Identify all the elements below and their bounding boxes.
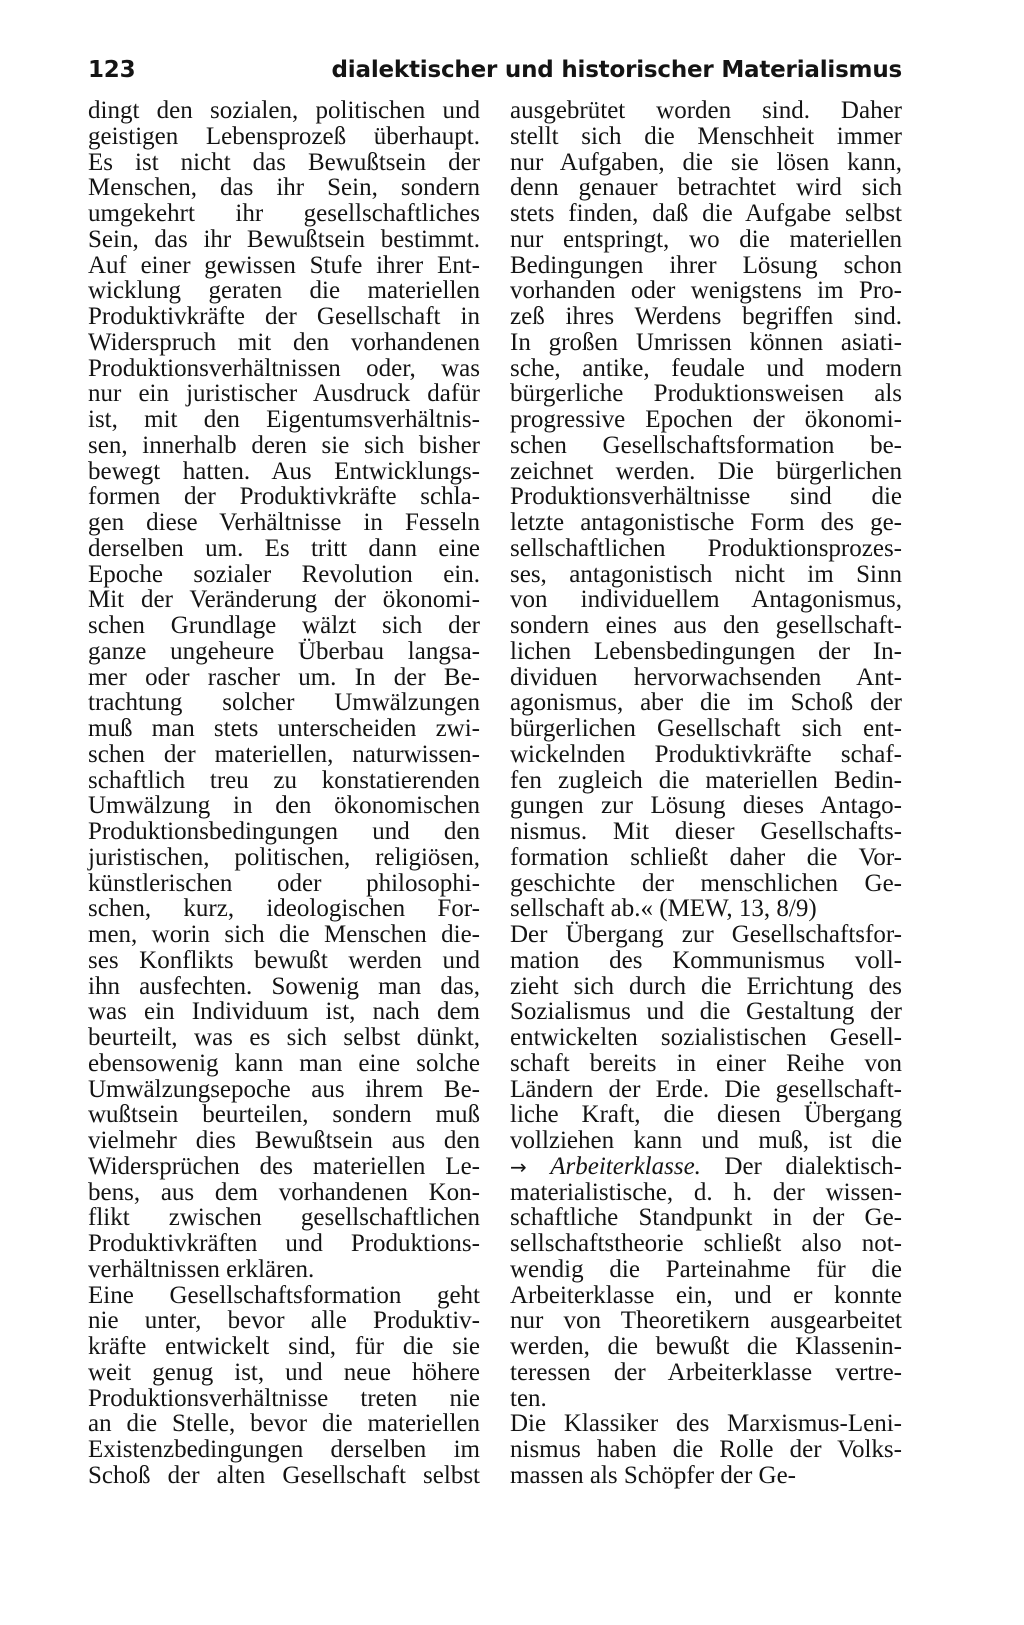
text-line: derselben um. Es tritt dann eine — [88, 534, 480, 562]
text-line: Die Klassiker des Marxismus-Leni- — [510, 1410, 902, 1438]
text-line: nismus haben die Rolle der Volks- — [510, 1436, 902, 1463]
text-line: zeß ihres Werdens begriffen sind. — [510, 303, 902, 330]
text-line: Produktivkräften und Produktions- — [88, 1230, 480, 1257]
text-line: schen Grundlage wälzt sich der — [88, 612, 480, 639]
text-line: gungen zur Lösung dieses Antago- — [510, 792, 902, 820]
text-line: sellschaftstheorie schließt also not- — [510, 1230, 902, 1257]
text-line: ganze ungeheure Überbau langsa- — [88, 637, 480, 665]
text-line: künstlerischen oder philosophi- — [88, 869, 480, 897]
text-line: Existenzbedingungen derselben im — [88, 1436, 480, 1463]
text-line: stets finden, daß die Aufgabe selbst — [510, 200, 902, 227]
text-line: sellschaft ab.« (MEW, 13, 8/9) — [510, 895, 817, 923]
text-line: geschichte der menschlichen Ge- — [510, 869, 902, 897]
text-line: nismus. Mit dieser Gesellschafts- — [510, 818, 902, 845]
text-line: beurteilt, was es sich selbst dünkt, — [88, 1024, 480, 1051]
text-line: ses Konflikts bewußt werden und — [88, 946, 480, 974]
text-line: geistigen Lebensprozeß überhaupt. — [88, 122, 480, 150]
text-line: wickelnden Produktivkräfte schaf- — [510, 740, 902, 768]
text-line: ses, antagonistisch nicht im Sinn — [510, 560, 902, 588]
text-line: gen diese Verhältnisse in Fesseln — [88, 509, 480, 536]
text-line: nur von Theoretikern ausgearbeitet — [510, 1307, 902, 1335]
running-head — [88, 50, 902, 90]
text-line: Produktionsbedingungen und den — [88, 818, 480, 845]
text-line: formation schließt daher die Vor- — [510, 843, 902, 871]
text-line: Schoß der alten Gesellschaft selbst — [88, 1461, 480, 1489]
text-line: ebensowenig kann man eine solche — [88, 1049, 480, 1077]
text-line: bewegt hatten. Aus Entwicklungs- — [88, 457, 480, 485]
text-line: vielmehr dies Bewußtsein aus den — [88, 1127, 480, 1154]
text-line: ist, mit den Eigentumsverhältnis- — [88, 406, 480, 433]
text-line: Ländern der Erde. Die gesellschaft- — [510, 1075, 902, 1103]
text-line: Produktionsverhältnisse treten nie — [88, 1384, 480, 1412]
text-line: Produktionsverhältnisse sind die — [510, 483, 902, 511]
text-line: formen der Produktivkräfte schla- — [88, 483, 480, 511]
text-line: nur Aufgaben, die sie lösen kann, — [510, 148, 902, 176]
text-line: sellschaftlichen Produktionsprozes- — [510, 534, 902, 562]
text-line: Menschen, das ihr Sein, sondern — [88, 174, 480, 202]
text-line: agonismus, aber die im Schoß der — [510, 689, 902, 717]
text-line: schaftliche Standpunkt in der Ge- — [510, 1204, 902, 1232]
text-line: Produktivkräfte der Gesellschaft in — [88, 303, 480, 330]
right-column-part-2 — [510, 1180, 902, 1489]
text-line: mation des Kommunismus voll- — [510, 946, 902, 974]
text-line: Bedingungen ihrer Lösung schon — [510, 251, 902, 279]
text-line: denn genauer betrachtet wird sich — [510, 174, 902, 202]
text-line: muß man stets unterscheiden zwi- — [88, 715, 480, 742]
text-line: zeichnet werden. Die bürgerlichen — [510, 457, 902, 485]
text-line: flikt zwischen gesellschaftlichen — [88, 1204, 480, 1232]
text-line: stellt sich die Menschheit immer — [510, 122, 902, 150]
text-line: kräfte entwickelt sind, für die sie — [88, 1333, 480, 1360]
text-line: trachtung solcher Umwälzungen — [88, 689, 480, 717]
left-text-column — [88, 98, 480, 1489]
text-line: Umwälzung in den ökonomischen — [88, 792, 480, 820]
text-line: sen, innerhalb deren sie sich bisher — [88, 431, 480, 459]
text-line: Epoche sozialer Revolution ein. — [88, 560, 480, 588]
text-line: Es ist nicht das Bewußtsein der — [88, 148, 480, 176]
text-line: entwickelten sozialistischen Gesell- — [510, 1024, 902, 1051]
text-line: sondern eines aus den gesellschaft- — [510, 612, 902, 639]
right-column-part-1 — [510, 98, 902, 1154]
text-line: Der Übergang zur Gesellschaftsfor- — [510, 921, 902, 948]
text-line: Sozialismus und die Gestaltung der — [510, 998, 902, 1026]
text-line: nur ein juristischer Ausdruck dafür — [88, 380, 480, 408]
text-line: bens, aus dem vorhandenen Kon- — [88, 1178, 480, 1206]
text-line: Sein, das ihr Bewußtsein bestimmt. — [88, 225, 480, 253]
text-line: juristischen, politischen, religiösen, — [88, 843, 480, 871]
text-line: schen, kurz, ideologischen For- — [88, 895, 480, 923]
text-line: an die Stelle, bevor die materiellen — [88, 1410, 480, 1438]
text-line: sche, antike, feudale und modern — [510, 354, 902, 382]
text-line: wußtsein beurteilen, sondern muß — [88, 1101, 480, 1129]
text-line: bürgerlichen Gesellschaft sich ent- — [510, 715, 902, 742]
text-line: Widerspruch mit den vorhandenen — [88, 328, 480, 356]
text-line: progressive Epochen der ökonomi- — [510, 406, 902, 433]
cross-reference-line-rest: Der dialektisch- — [700, 1152, 902, 1180]
text-line: liche Kraft, die diesen Übergang — [510, 1101, 902, 1129]
text-line: Umwälzungsepoche aus ihrem Be- — [88, 1075, 480, 1103]
text-line: Produktionsverhältnissen oder, was — [88, 354, 480, 382]
right-text-column — [510, 98, 902, 1489]
text-line: werden, die bewußt die Klassenin- — [510, 1333, 902, 1360]
text-line: fen zugleich die materiellen Bedin- — [510, 766, 902, 794]
text-line: massen als Schöpfer der Ge- — [510, 1461, 797, 1489]
text-line: mer oder rascher um. In der Be- — [88, 663, 480, 691]
text-line: schen der materiellen, naturwissen- — [88, 740, 480, 768]
text-line: ihn ausfechten. Sowenig man das, — [88, 972, 480, 1000]
text-line: vollziehen kann und muß, ist die — [510, 1127, 902, 1154]
text-line: bürgerliche Produktionsweisen als — [510, 380, 902, 408]
text-line: letzte antagonistische Form des ge- — [510, 509, 902, 536]
text-line: wicklung geraten die materiellen — [88, 277, 480, 305]
text-line: Widersprüchen des materiellen Le- — [88, 1152, 480, 1180]
text-line: von individuellem Antagonismus, — [510, 586, 902, 614]
text-line: verhältnissen erklären. — [88, 1255, 315, 1283]
text-line: was ein Individuum ist, nach dem — [88, 998, 480, 1026]
text-line: weit genug ist, und neue höhere — [88, 1358, 480, 1386]
text-line: umgekehrt ihr gesellschaftliches — [88, 200, 480, 227]
text-line: vorhanden oder wenigstens im Pro- — [510, 277, 902, 305]
text-line: materialistische, d. h. der wissen- — [510, 1178, 902, 1206]
text-line: nur entspringt, wo die materiellen — [510, 225, 902, 253]
text-line: dividuen hervorwachsenden Ant- — [510, 663, 902, 691]
text-line: schaftlich treu zu konstatierenden — [88, 766, 480, 794]
text-line: Eine Gesellschaftsformation geht — [88, 1281, 480, 1309]
text-line: dingt den sozialen, politischen und — [88, 97, 480, 124]
running-title: dialektischer und historischer Materialismus — [331, 57, 902, 83]
text-line: zieht sich durch die Errichtung des — [510, 972, 902, 1000]
text-line: schen Gesellschaftsformation be- — [510, 431, 902, 459]
text-line: men, worin sich die Menschen die- — [88, 921, 480, 948]
cross-reference-arrow-icon: → — [510, 1154, 527, 1179]
text-line: In großen Umrissen können asiati- — [510, 328, 902, 356]
text-line: lichen Lebensbedingungen der In- — [510, 637, 902, 665]
text-line: teressen der Arbeiterklasse vertre- — [510, 1358, 902, 1386]
text-line: Auf einer gewissen Stufe ihrer Ent- — [88, 251, 480, 279]
text-line: nie unter, bevor alle Produktiv- — [88, 1307, 480, 1335]
text-line: Arbeiterklasse ein, und er konnte — [510, 1281, 902, 1309]
text-line-cross-reference — [510, 1154, 902, 1180]
text-line: ausgebrütet worden sind. Daher — [510, 97, 902, 124]
text-line: Mit der Veränderung der ökonomi- — [88, 586, 480, 614]
page-number: 123 — [88, 57, 136, 83]
text-line: schaft bereits in einer Reihe von — [510, 1049, 902, 1077]
cross-reference-link[interactable]: Arbeiterklasse. — [550, 1152, 701, 1180]
text-line: wendig die Parteinahme für die — [510, 1255, 902, 1283]
text-line: ten. — [510, 1384, 547, 1412]
